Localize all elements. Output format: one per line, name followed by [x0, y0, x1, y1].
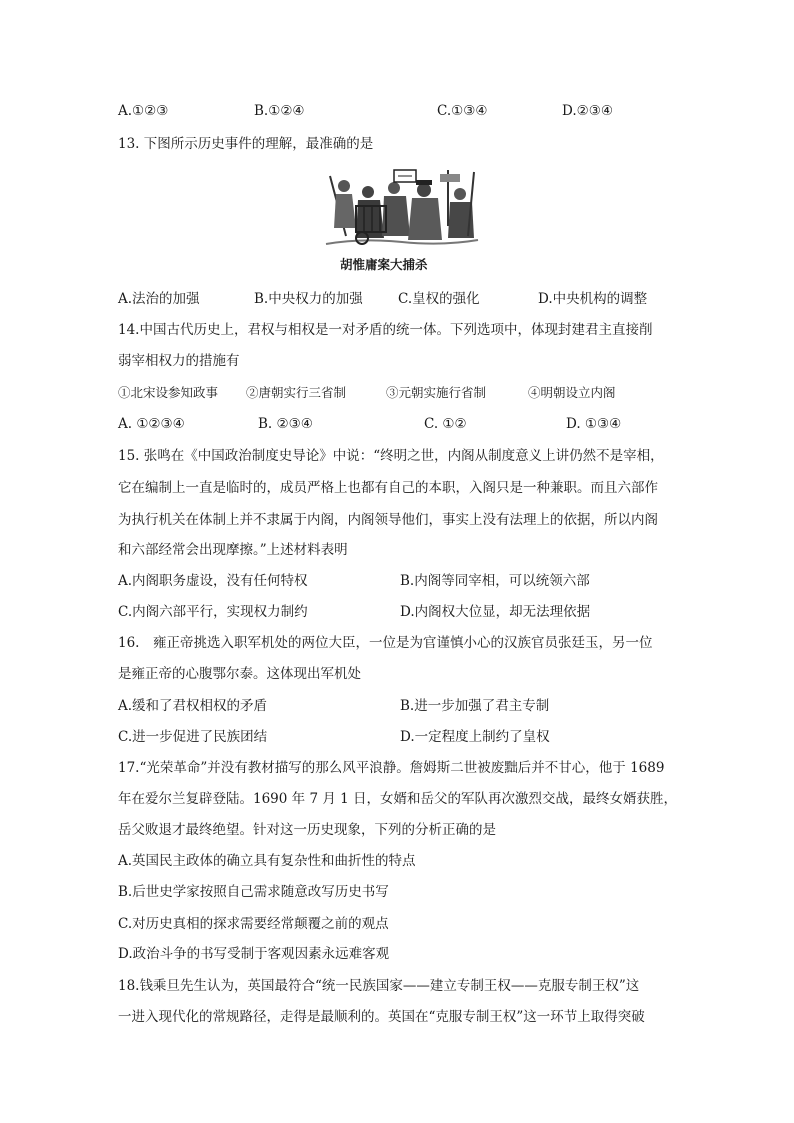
q13-option-c: C.皇权的强化 [398, 291, 480, 307]
q12-option-d: D.②③④ [562, 103, 613, 119]
q14-item-2: ②唐朝实行三省制 [246, 385, 347, 400]
q16-stem-line-1: 16. 雍正帝挑选入职军机处的两位大臣，一位是为官谨慎小心的汉族官员张廷玉，另一位 [118, 635, 653, 651]
q16-option-a: A.缓和了君权相权的矛盾 [118, 698, 268, 714]
q14-option-c: C. ①② [424, 416, 467, 432]
q17-option-d: D.政治斗争的书写受制于客观因素永远难客观 [118, 946, 390, 962]
q17-option-c: C.对历史真相的探求需要经常颠覆之前的观点 [118, 916, 389, 932]
q13-stem: 13. 下图所示历史事件的理解，最准确的是 [118, 136, 374, 152]
q14-stem-line-1: 14.中国古代历史上，君权与相权是一对矛盾的统一体。下列选项中，体现封建君主直接削 [118, 322, 653, 338]
q14-item-4: ④明朝设立内阁 [528, 385, 616, 400]
q15-stem-line-1: 15. 张鸣在《中国政治制度史导论》中说：“终明之世，内阁从制度意义上讲仍然不是宰相， [118, 448, 664, 464]
q16-option-b: B.进一步加强了君主专制 [400, 698, 550, 714]
q15-stem-line-3: 为执行机关在体制上并不隶属于内阁，内阁领导他们，事实上没有法理上的依据，所以内阁 [118, 512, 658, 528]
q17-stem-line-3: 岳父败退才最终绝望。针对这一历史现象，下列的分析正确的是 [118, 822, 496, 838]
q15-option-c: C.内阁六部平行，实现权力制约 [118, 604, 308, 620]
q15-stem-line-4: 和六部经常会出现摩擦。”上述材料表明 [118, 542, 348, 558]
q13-option-b: B.中央权力的加强 [254, 291, 363, 307]
historical-illustration [322, 166, 480, 250]
q18-stem-line-1: 18.钱乘旦先生认为，英国最符合“统一民族国家——建立专制王权——克服专制王权”这 [118, 978, 640, 994]
q14-item-1: ①北宋设参知政事 [118, 385, 219, 400]
q15-option-d: D.内阁权大位显，却无法理依据 [400, 604, 591, 620]
q16-option-c: C.进一步促进了民族团结 [118, 729, 268, 745]
q17-stem-line-2: 年在爱尔兰复辟登陆。1690 年 7 月 1 日，女婿和岳父的军队再次激烈交战，最终女婿获胜， [118, 791, 677, 807]
q12-option-a: A.①②③ [118, 103, 169, 119]
q17-stem-line-1: 17.“光荣革命”并没有教材描写的那么风平浪静。詹姆斯二世被废黜后并不甘心，他于 1689 [118, 760, 665, 776]
q13-option-d: D.中央机构的调整 [538, 291, 648, 307]
q12-option-b: B.①②④ [254, 103, 305, 119]
q17-option-a: A.英国民主政体的确立具有复杂性和曲折性的特点 [118, 853, 416, 869]
q16-option-d: D.一定程度上制约了皇权 [400, 729, 550, 745]
q13-option-a: A.法治的加强 [118, 291, 200, 307]
q14-option-a: A. ①②③④ [118, 416, 185, 432]
q14-option-b: B. ②③④ [258, 416, 313, 432]
q12-option-c: C.①③④ [437, 103, 488, 119]
q14-stem-line-2: 弱宰相权力的措施有 [118, 353, 240, 369]
q18-stem-line-2: 一进入现代化的常规路径，走得是最顺利的。英国在“克服专制王权”这一环节上取得突破 [118, 1009, 645, 1025]
q17-option-b: B.后世史学家按照自己需求随意改写历史书写 [118, 884, 389, 900]
q15-stem-line-2: 它在编制上一直是临时的，成员严格上也都有自己的本职，入阁只是一种兼职。而且六部作 [118, 480, 658, 496]
q15-option-b: B.内阁等同宰相，可以统领六部 [400, 573, 590, 589]
image-caption: 胡惟庸案大捕杀 [340, 257, 428, 272]
q14-option-d: D. ①③④ [566, 416, 622, 432]
q16-stem-line-2: 是雍正帝的心腹鄂尔泰。这体现出军机处 [118, 666, 361, 682]
q15-option-a: A.内阁职务虚设，没有任何特权 [118, 573, 308, 589]
q14-item-3: ③元朝实施行省制 [386, 385, 487, 400]
